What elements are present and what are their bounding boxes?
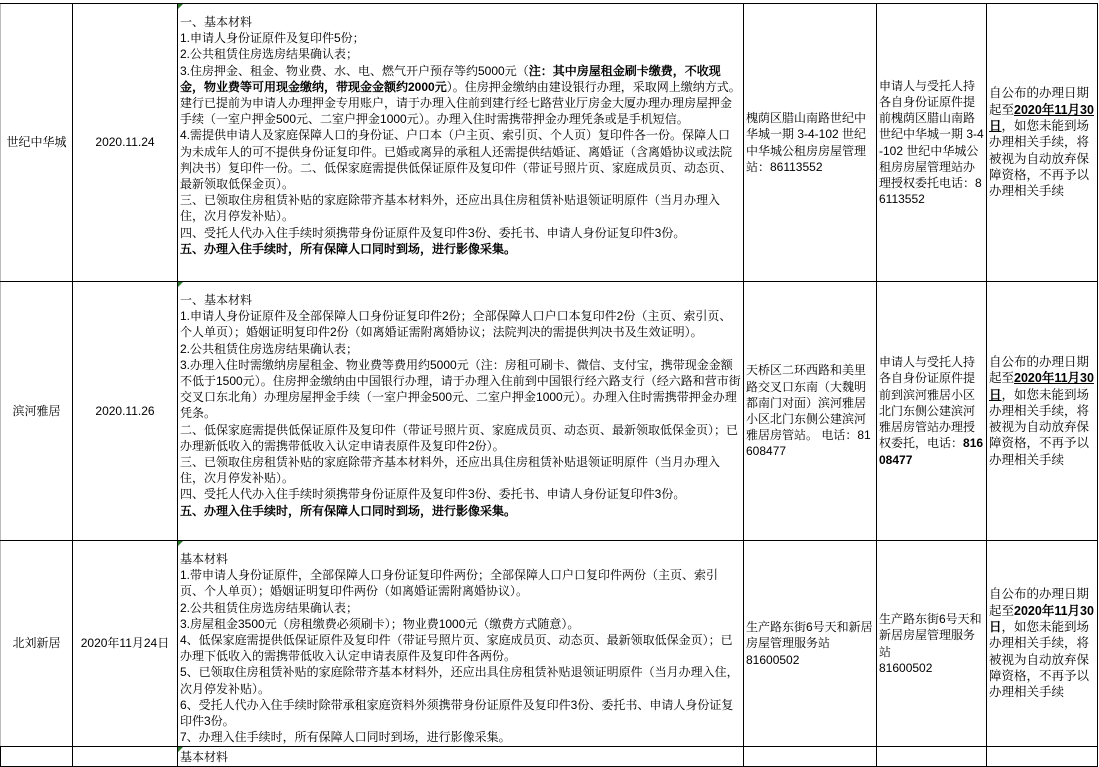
deadline-date: 2020年11月30日 [989,603,1094,635]
table-row [1,282,1098,541]
materials-text: 6、受托人代办入住手续时除带承租家庭资料外须携带身份证原件及复印件3份、委托书、申请人身份证复印件3份。 [180,697,734,729]
materials-paragraph [180,632,741,664]
materials-text: 1.带申请人身份证原件，全部保障人口身份证复印件两份；全部保障人口户口复印件两份（主页、索引页、个人单页）；婚姻证明复印件两份（如离婚证需附离婚协议）。 [180,568,719,599]
materials-paragraph [180,503,741,519]
table-cell [987,747,1098,767]
materials-paragraph [180,341,741,357]
materials-text: 1.申请人身份证原件及全部保障人口身份证复印件2份；全部保障人口户口本复印件2份（主页、索引页、个人单页）；婚姻证明复印件2份（如离婚证需附离婚协议；法院判决的需提供判决书及生效证明）。 [180,309,732,340]
materials-text: 三、已领取住房租赁补贴的家庭除带齐基本材料外，还应出具住房租赁补贴退领证明原件（当月办理入住，次月停发补贴）。 [180,455,721,486]
authorization-text: 81608477 [879,436,984,467]
materials-text: 一、基本材料 [180,15,253,29]
materials-paragraph [180,308,741,340]
authorization-text: 生产路东街6号天和新居房屋管理服务站 81600502 [879,612,982,675]
table-row [1,4,1098,282]
required-materials [178,541,744,747]
deadline-date: 2020年11月30日 [989,371,1094,402]
materials-text: 四、受托人代办入住手续时须携带身份证原件及复印件3份、委托书、申请人身份证复印件3份。 [180,225,686,240]
community-name: 滨河雅居 [1,282,73,541]
deadline-notice [987,4,1098,282]
materials-text: 4、低保家庭需提供低保证原件及复印件（带证号照片页、家庭成员页、动态页、最新领取低保金页）；已办理下低收入的需携带低收入认定申请表原件及复印件各两份。 [180,633,733,664]
materials-text: 3.房屋租金3500元（房租缴费必须刷卡）；物业费1000元（缴费方式随意）。 [180,616,580,631]
checkin-date: 2020年11月24日 [73,541,178,747]
office-address: 天桥区二环西路和美里路交叉口东南（大魏明都南门对面）滨河雅居小区北门东侧公建滨河雅居房管站。 电话：81608477 [744,282,877,541]
materials-text: 四、受托人代办入住手续时须携带身份证原件及复印件3份、委托书、申请人身份证复印件3份。 [180,487,686,502]
materials-paragraph [180,567,741,599]
materials-text: 2.公共租赁住房选房结果确认表； [180,47,359,62]
materials-paragraph [180,357,741,422]
checkin-date: 2020.11.24 [73,4,178,282]
materials-text: 5、已领取住房租赁补贴的家庭除带齐基本材料外，还应出具住房租赁补贴退领证明原件（当月办理入住，次月停发补贴）。 [180,665,739,696]
authorization-text: 申请人与受托人持各自身份证原件提前到滨河雅居小区北门东侧公建滨河雅居房管站办理授权委托，电话： [879,355,976,451]
materials-text: 五、办理入住手续时，所有保障人口同时到场，进行影像采集。 [180,241,517,256]
materials-paragraph [180,192,741,224]
materials-paragraph [180,454,741,486]
authorization-info [877,4,987,282]
materials-text: 2.公共租赁住房选房结果确认表； [180,341,359,356]
deadline-prefix: 自公布的办理日期起至 [989,354,1090,386]
table-cell [744,747,877,767]
materials-text: 一、基本材料 [180,293,253,307]
materials-paragraph [180,729,741,745]
checkin-date: 2020.11.26 [73,282,178,541]
authorization-text: 申请人与受托人持各自身份证原件提前槐荫区腊山南路世纪中华城一期 3-4-102 世纪中华城公租房房屋管理站办理授权委托电话：86113552 [879,78,984,207]
community-name: 北刘新居 [1,541,73,747]
required-materials [178,747,744,767]
materials-text: 五、办理入住手续时，所有保障人口同时到场，进行影像采集。 [180,503,517,518]
table-cell [73,747,178,767]
materials-paragraph [180,225,741,241]
materials-paragraph [180,14,741,30]
authorization-info [877,282,987,541]
materials-paragraph [180,616,741,632]
deadline-notice [987,541,1098,747]
deadline-notice [987,282,1098,541]
materials-paragraph [180,486,741,502]
materials-text: 三、已领取住房租赁补贴的家庭除带齐基本材料外，还应出具住房租赁补贴退领证明原件（当月办理入住，次月停发补贴）。 [180,193,721,224]
materials-text: 3.住房押金、租金、物业费、水、电、燃气开户预存等约5000元（ [180,63,529,78]
materials-paragraph [180,46,741,62]
table-row [1,541,1098,747]
materials-paragraph [180,241,741,257]
materials-text: 基本材料 [180,552,229,566]
authorization-info [877,541,987,747]
materials-paragraph [180,600,741,616]
materials-text: 7、办理入住手续时，所有保障人口同时到场，进行影像采集。 [180,730,511,745]
deadline-date: 2020年11月30日 [989,102,1094,134]
materials-text: ）。住房押金缴纳由建设银行办理，采取网上缴纳方式。建行已提前为申请人办理押金专用账户，请于办理入住前到建行经七路营业厅房金大厦办理办理房屋押金手续（一室户押金500元、二室户押金1000元）。办理入住时需携带押金办理凭条或是手机短信。 [180,79,741,127]
materials-text: 3.办理入住时需缴纳房屋租金、物业费等费用约5000元（注：房租可刷卡、微信、支付宝，携带现金金额不低于1500元）。住房押金缴纳由中国银行办理，请于办理入住前到中国银行经六路支行（经六路和营市街交叉口东北角）办理房屋押金手续（一室户押金500元、二室户押金1000元）。办理入住时需携带押金办理凭条。 [180,357,741,421]
community-name: 世纪中华城 [1,4,73,282]
materials-text: 4.需提供申请人及家庭保障人口的身份证、户口本（户主页、索引页、个人页）复印件各一份。保障人口为未成年人的可不提供身份证复印件。已婚或离异的承租人还需提供结婚证、离婚证（含离婚协议或法院判决书）复印件一份。二、低保家庭需提供低保证原件及复印件（带证号照片页、家庭成员页、动态页、最新领取低保金页）。 [180,128,733,192]
materials-text: 注：其中房屋租金刷卡缴费，不收现金，物业费等可用现金缴纳，带现金金额约2000元 [180,63,721,94]
materials-text: 2.公共租赁住房选房结果确认表； [180,600,359,615]
materials-paragraph [180,127,741,192]
deadline-suffix: ，如您未能到场办理相关手续，将被视为自动放弃保障资格，不再予以办理相关手续 [989,119,1090,199]
materials-paragraph [180,63,741,128]
materials-text: 二、低保家庭需提供低保证原件及复印件（带证号照片页、家庭成员页、动态页、最新领取低保金页）；已办理新低收入的需携带低收入认定申请表原件及复印件2份）。 [180,422,739,453]
materials-paragraph [180,551,741,567]
deadline-suffix: ，如您未能到场办理相关手续，将被视为自动放弃保障资格，不再予以办理相关手续 [989,387,1090,467]
required-materials [178,4,744,282]
table-cell [1,747,73,767]
deadline-prefix: 自公布的办理日期起至 [989,587,1090,618]
required-materials [178,282,744,541]
materials-paragraph [180,664,741,696]
materials-paragraph [180,292,741,308]
table-cell [877,747,987,767]
deadline-suffix: ，如您未能到场办理相关手续，将被视为自动放弃保障资格，不再予以办理相关手续 [989,620,1090,700]
materials-paragraph [180,422,741,454]
materials-text: 1.申请人身份证原件及复印件5份； [180,31,365,46]
materials-paragraph [180,697,741,729]
table-row [1,747,1098,767]
office-address: 槐荫区腊山南路世纪中华城一期 3-4-102 世纪中华城公租房房屋管理站：86113552 [744,4,877,282]
materials-paragraph [180,30,741,46]
materials-text: 基本材料 [180,750,229,764]
deadline-prefix: 自公布的办理日期起至 [989,86,1090,117]
office-address: 生产路东街6号天和新居房屋管理服务站 81600502 [744,541,877,747]
housing-checkin-table [0,3,1098,767]
